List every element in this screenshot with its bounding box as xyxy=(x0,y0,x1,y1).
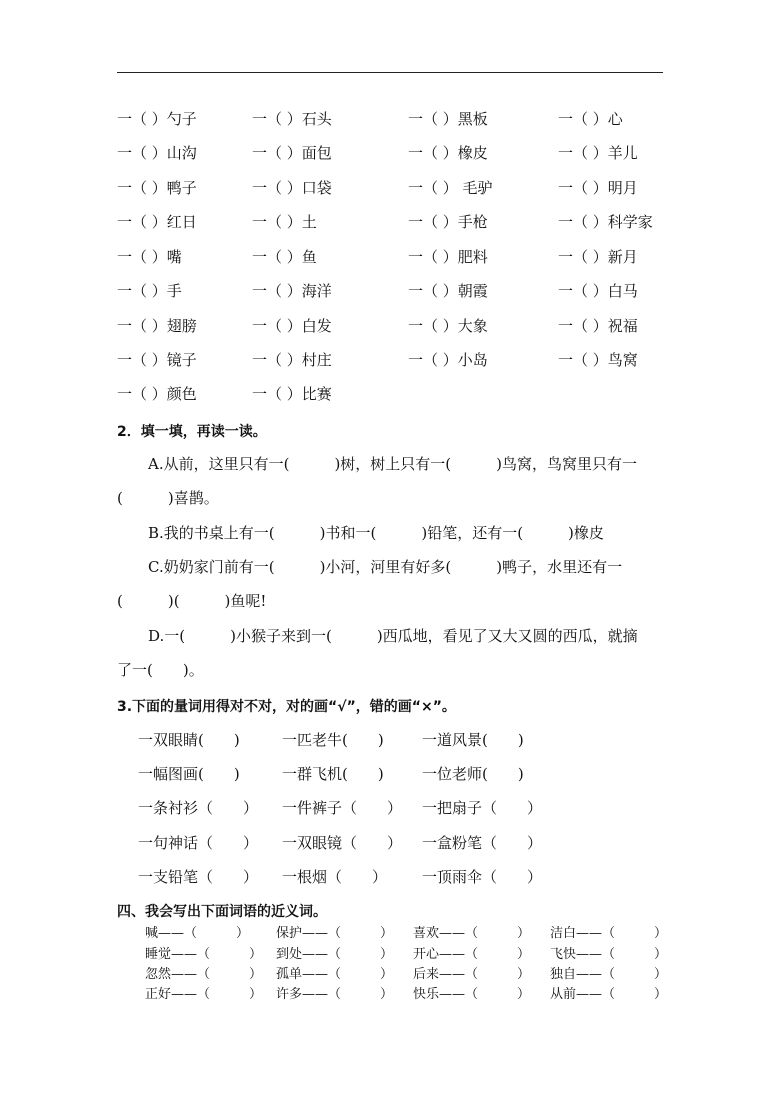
grid-cell: 一（ ）手 xyxy=(117,282,182,300)
section-4-heading: 四、我会写出下面词语的近义词。 xyxy=(117,904,327,920)
judge-item: 一位老师( ) xyxy=(422,765,524,783)
grid-cell: 一（ ）祝福 xyxy=(558,317,638,335)
grid-cell: 一（ ）朝霞 xyxy=(408,282,488,300)
synonym-item: 孤单——（ ） xyxy=(276,967,394,982)
grid-cell: 一（ ）橡皮 xyxy=(408,144,488,162)
synonym-item: 睡觉——（ ） xyxy=(145,947,263,962)
judge-item: 一盒粉笔（ ） xyxy=(422,834,543,852)
grid-cell: 一（ ）羊儿 xyxy=(558,144,638,162)
synonym-item: 喜欢——（ ） xyxy=(413,926,531,941)
grid-cell: 一（ ）肥料 xyxy=(408,248,488,266)
synonym-item: 保护——（ ） xyxy=(276,926,394,941)
grid-cell: 一（ ）口袋 xyxy=(252,179,332,197)
grid-cell: 一（ ）科学家 xyxy=(558,213,653,231)
judge-item: 一匹老牛( ) xyxy=(282,731,384,749)
grid-cell: 一（ ）嘴 xyxy=(117,248,182,266)
fill-blank-line: A.从前，这里只有一( )树，树上只有一( )鸟窝，鸟窝里只有一 xyxy=(148,455,638,473)
judge-item: 一把扇子（ ） xyxy=(422,799,543,817)
grid-cell: 一（ ）颜色 xyxy=(117,385,197,403)
judge-item: 一幅图画( ) xyxy=(138,765,240,783)
top-divider-line xyxy=(117,72,663,73)
fill-blank-line: ( )( )鱼呢! xyxy=(117,592,267,610)
judge-item: 一道风景( ) xyxy=(422,731,524,749)
grid-cell: 一（ ）手枪 xyxy=(408,213,488,231)
fill-blank-line: 了一( )。 xyxy=(117,661,204,679)
grid-cell: 一（ ）小岛 xyxy=(408,351,488,369)
synonym-item: 后来——（ ） xyxy=(413,967,531,982)
synonym-item: 从前——（ ） xyxy=(550,987,668,1002)
fill-blank-line: D.一( )小猴子来到一( )西瓜地，看见了又大又圆的西瓜，就摘 xyxy=(148,627,638,645)
fill-blank-line: ( )喜鹊。 xyxy=(117,489,219,507)
fill-blank-line: C.奶奶家门前有一( )小河，河里有好多( )鸭子，水里还有一 xyxy=(148,558,623,576)
grid-cell: 一（ ）大象 xyxy=(408,317,488,335)
synonym-item: 许多——（ ） xyxy=(276,987,394,1002)
grid-cell: 一（ ）石头 xyxy=(252,110,332,128)
section-2-heading: 2．填一填，再读一读。 xyxy=(117,424,267,440)
synonym-item: 洁白——（ ） xyxy=(550,926,668,941)
grid-cell: 一（ ）镜子 xyxy=(117,351,197,369)
grid-cell: 一（ ）比赛 xyxy=(252,385,332,403)
judge-item: 一群飞机( ) xyxy=(282,765,384,783)
judge-item: 一件裤子（ ） xyxy=(282,799,403,817)
grid-cell: 一（ ）鸭子 xyxy=(117,179,197,197)
judge-item: 一支铅笔（ ） xyxy=(138,868,259,886)
grid-cell: 一（ ）鱼 xyxy=(252,248,317,266)
grid-cell: 一（ ）心 xyxy=(558,110,623,128)
grid-cell: 一（ ）新月 xyxy=(558,248,638,266)
grid-cell: 一（ ）白马 xyxy=(558,282,638,300)
grid-cell: 一（ ）红日 xyxy=(117,213,197,231)
grid-cell: 一（ ）山沟 xyxy=(117,144,197,162)
section-3-heading: 3.下面的量词用得对不对，对的画“√”，错的画“×”。 xyxy=(117,699,456,715)
judge-item: 一双眼镜（ ） xyxy=(282,834,403,852)
judge-item: 一顶雨伞（ ） xyxy=(422,868,543,886)
grid-cell: 一（ ）白发 xyxy=(252,317,332,335)
grid-cell: 一（ ） 毛驴 xyxy=(408,179,493,197)
judge-item: 一句神话（ ） xyxy=(138,834,259,852)
synonym-item: 快乐——（ ） xyxy=(413,987,531,1002)
synonym-item: 正好——（ ） xyxy=(145,987,263,1002)
synonym-item: 忽然——（ ） xyxy=(145,967,263,982)
synonym-item: 飞快——（ ） xyxy=(550,947,668,962)
synonym-item: 独自——（ ） xyxy=(550,967,668,982)
synonym-item: 到处——（ ） xyxy=(276,947,394,962)
grid-cell: 一（ ）明月 xyxy=(558,179,638,197)
grid-cell: 一（ ）黑板 xyxy=(408,110,488,128)
grid-cell: 一（ ）土 xyxy=(252,213,317,231)
synonym-item: 喊——（ ） xyxy=(145,926,250,941)
fill-blank-line: B.我的书桌上有一( )书和一( )铅笔，还有一( )橡皮 xyxy=(148,524,604,542)
judge-item: 一根烟（ ） xyxy=(282,868,388,886)
grid-cell: 一（ ）鸟窝 xyxy=(558,351,638,369)
synonym-item: 开心——（ ） xyxy=(413,947,531,962)
judge-item: 一条衬衫（ ） xyxy=(138,799,259,817)
grid-cell: 一（ ）面包 xyxy=(252,144,332,162)
judge-item: 一双眼睛( ) xyxy=(138,731,240,749)
grid-cell: 一（ ）勺子 xyxy=(117,110,197,128)
grid-cell: 一（ ）村庄 xyxy=(252,351,332,369)
grid-cell: 一（ ）海洋 xyxy=(252,282,332,300)
grid-cell: 一（ ）翅膀 xyxy=(117,317,197,335)
